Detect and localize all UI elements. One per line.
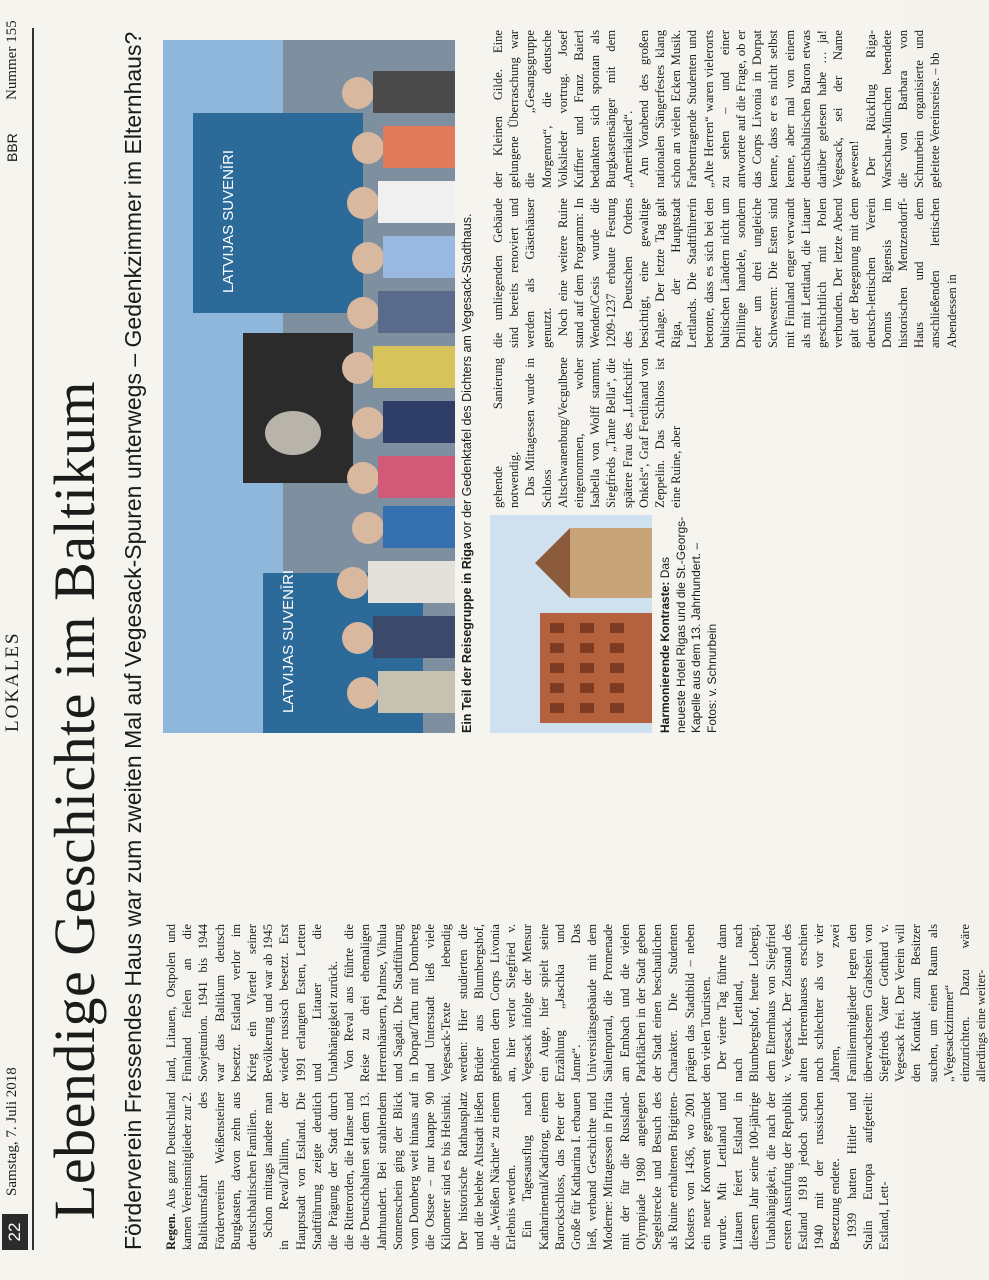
paragraph: Der vierte Tag führte dann nach Lettland, nach Blumbergshof, heute Lobergi, dem Elternhaus von Siegfried v. Vegesack. Der Zustand des alten Herrenhauses erschien noch schlechter als vor vier Jahren, zwei Familienmitglieder legten den überwachsenen Grabstein von Siegfrieds Vater Gotthard v. Vegesack frei. Der Verein will den Kontakt zum Besitzer suchen, um einen Raum als „Vegesackzimmer“ einzurichten. Dazu wäre allerdings eine weiter- [714, 924, 989, 1082]
group-photo [163, 40, 455, 733]
caption-lead: Harmonierende Kontraste: [658, 581, 672, 733]
paragraph: gehende Sanierung notwendig. [491, 358, 522, 508]
paragraph: Noch eine weitere Ruine stand auf dem Programm: In Wenden/Cesis wurde die 1209-1237 erbaute Festung des Deutschen Ordens besichtigt, eine gewaltige Anlage. Der letzte Tag galt Riga, der Hauptstadt Lettlands. Die Stadtführerin betonte, dass es sich bei den baltischen Ländern nicht um Drillinge handele, sondern eher um drei ungleiche Schwestern: Die Esten sind mit Finnland enger verwandt als mit Lettland, die Litauer geschichtlich mit Polen verbunden. Der letzte Abend galt der Begegnung mit dem deutsch-lettischen Verein Domus Rigensis im historischen Mentzendorff-Haus und dem anschließenden lettischen Abendessen in [555, 198, 959, 348]
paragraph: die umliegenden Gebäude sind bereits renoviert und werden als Gästehäuser genutzt. [491, 198, 554, 348]
article-headline: Lebendige Geschichte im Baltikum [42, 380, 107, 1220]
hotel-photo-caption [658, 515, 720, 733]
article-subhead: Förderverein Fressendes Haus war zum zweiten Mal auf Vegesack-Spuren unterwegs – Gedenkzimmer im Elternhaus? [120, 31, 146, 1250]
section-title: LOKALES [2, 631, 23, 732]
paragraph: Der Rückflug Riga-Warschau-München beendete die von Barbara von Schnurbein organisierte und geleitete Vereinsreise. – bb [863, 30, 943, 188]
memorial-plaque [243, 333, 353, 483]
paragraph: Von Reval aus führte die Reise zu drei ehemaligen Herrenhäusern, Palmse, Vihula und Sagadi. Die Stadtführung in Dorpat/Tartu mit Domberg und Unterstadt ließ viele Vegesack-Texte lebendig werden: Hier studierten die Brüder aus Blumbergshof, gehörten dem Corps Livonia an, hier verlor Siegfried v. Vegesack infolge der Mensur ein Auge, hier spielt seine Erzählung „Jaschka und Janne“. Das Universitätsgebäude mit dem Säulenportal, die Promenade am Embach und die vielen Parkflächen in der Stadt geben der Stadt einen beschaulichen Charakter. Die Studenten prägen das Stadtbild – neben den vielen Touristen. [342, 924, 713, 1082]
text-column-2 [163, 924, 989, 1082]
banner-left-text: LATVIJAS SUVENĪRI [280, 569, 297, 713]
dateline: Regen. [164, 1213, 178, 1250]
header-rule [32, 28, 34, 1250]
paragraph: Am Vorabend des großen nationalen Sängerfestes klang schon an vielen Ecken Musik. Farbentragende Studenten und „Alte Herren“ waren vielerorts zu sehen – und einer antwortete auf die Frage, ob er das Corps Livonia in Dorpat kenne, dass er es nicht selbst kenne, aber mal von einem deutschbaltischen Baron etwas darüber gelesen habe … ja! Vegesack, sei der Name gewesen! [636, 30, 862, 188]
caption-text: vor der Gedenktafel des Dichters am Vegesack-Stadthaus. [460, 213, 474, 543]
page-header [0, 0, 40, 1280]
paragraph: land, Litauen, Ostpolen und Finnland fielen an die Sowjetunion. 1941 bis 1944 war das Baltikum deutsch besetzt. Estland verlor im Krieg ein Viertel seiner Bevölkerung und war ab 1945 wieder russisch besetzt. Erst 1991 erlangten Esten, Letten und Litauer die Unabhängigkeit zurück. [164, 924, 341, 1082]
paragraph: Ein Tagesausflug nach Katharinental/Kadriorg, einem Barockschloss, das Peter der Große für Katharina I. erbauen ließ, verband Geschichte und Moderne: Mittagessen in Pirita mit der für die Russland-Olympiade 1980 angelegten Segelstrecke und Besuch des als Ruine erhaltenen Brigitten-Klosters von 1436, wo 2001 ein neuer Konvent gegründet wurde. Mit Lettland und Litauen feiert Estland in diesem Jahr seine 100-jährige Unabhängigkeit, die nach der ersten Ausrufung der Republik Estland 1918 jedoch schon 1940 mit der russischen Besetzung endete. [520, 1092, 843, 1250]
paragraph-text: Aus ganz Deutschland kamen Vereinsmitglieder zur 2. Baltikumsfahrt des Fördervereins Weißensteiner Burgkasten, davon zehn aus deutschbaltischen Familien. [164, 1092, 260, 1250]
paragraph: der Kleinen Gilde. Eine gelungene Überraschung war die „Gesangsgruppe Morgenrot“, die deutsche Volkslieder vortrug. Josef Kuffner und Franz Baierl bedankten sich spontan als Burgkastensänger mit dem „Amerikalied“. [491, 30, 635, 188]
banner-right-text: LATVIJAS SUVENĪRI [220, 149, 237, 293]
paper-name: BBR [4, 133, 20, 162]
paragraph: 1939 hatten Hitler und Stalin Europa aufgeteilt: Estland, Lett- [844, 1092, 891, 1250]
caption-text: Das neueste Hotel Rigas und die St.-Georgs-Kapelle aus dem 13. Jahrhundert. – Fotos: v. Schnurbein [658, 516, 719, 733]
paragraph: Schon mittags landete man in Reval/Tallinn, der Hauptstadt von Estland. Die Stadtführung zeigte deutlich die Prägung der Stadt durch die Ritterorden, die Hanse und die Deutschbalten seit dem 13. Jahrhundert. Bei strahlendem Sonnenschein ging der Blick vom Domberg weit hinaus auf die Ostsee – nur knappe 90 Kilometer sind es bis Helsinki. Der historische Rathausplatz und die belebte Altstadt ließen die „Weißen Nächte“ zu einem Erlebnis werden. [261, 1092, 519, 1250]
group-photo-image [163, 40, 455, 733]
text-column-3 [490, 358, 900, 508]
chapel-building [570, 528, 652, 598]
hotel-photo-image [490, 515, 652, 733]
hotel-photo [490, 515, 652, 733]
issue-number: Nummer 155 [4, 20, 20, 100]
paragraph: Das Mittagessen wurde in Schloss Altschwanenburg/Vecgulbene eingenommen, woher Isabella von Wolff stammt, Siegfrieds „Tante Bella“, die spätere Frau des „Luftschiff-Onkels“, Graf Ferdinand von Zeppelin. Das Schloss ist eine Ruine, aber [523, 357, 684, 508]
issue-date: Samstag, 7. Juli 2018 [4, 1067, 20, 1196]
caption-lead: Ein Teil der Reisegruppe in Riga [460, 542, 474, 733]
paragraph [163, 1092, 260, 1250]
page-number: 22 [2, 1214, 28, 1250]
group-photo-caption [460, 40, 474, 733]
text-column-4 [490, 198, 959, 348]
text-column-5 [490, 30, 943, 188]
text-column-1 [163, 1092, 898, 1250]
banner-right [193, 113, 363, 313]
